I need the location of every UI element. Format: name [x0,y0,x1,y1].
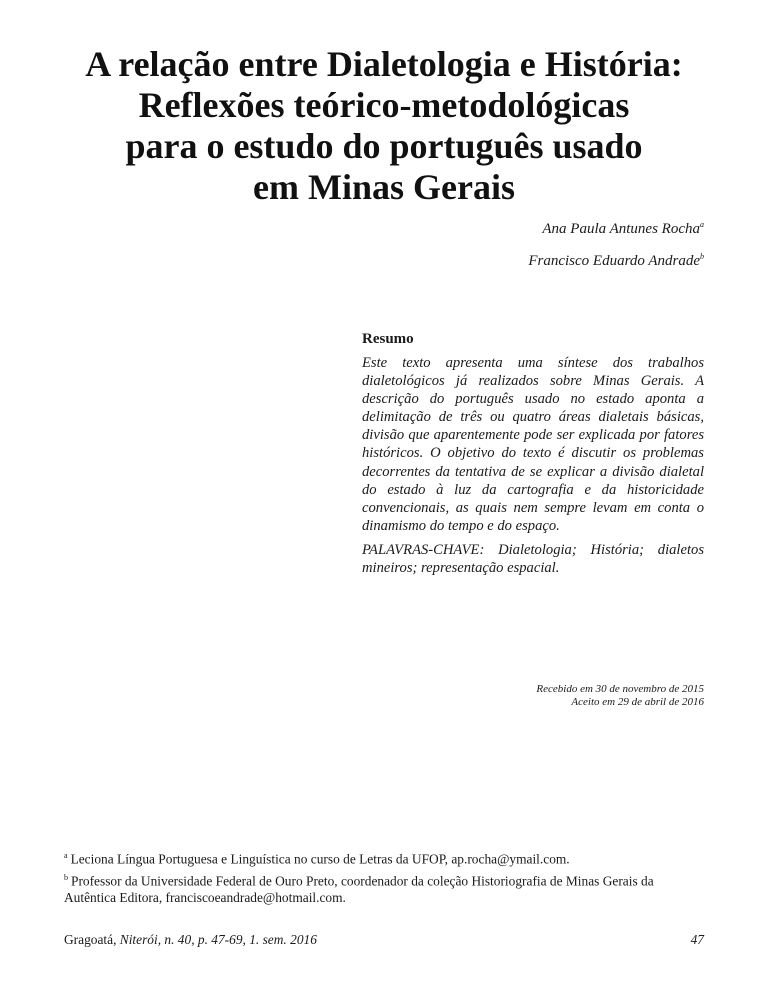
footnote-marker: b [64,872,68,882]
footnotes [64,848,704,908]
author-marker: b [700,252,704,261]
author-marker: a [700,220,704,229]
author [528,243,704,275]
footnote [64,848,704,868]
author-list [528,211,704,275]
title-line: A relação entre Dialetologia e História: [85,44,683,84]
author-name: Francisco Eduardo Andrade [528,253,700,269]
footnote-marker: a [64,851,68,860]
title-line: em Minas Gerais [253,167,515,207]
page-footer [64,932,704,948]
author [528,211,704,243]
title-line: Reflexões teórico-metodológicas [138,85,630,125]
footnote-text: Professor da Universidade Federal de Ouro Preto, coordenador da coleção Historiografia de Minas Gerais da Autêntica Editora, franciscoeandrade@hotmail.com. [64,873,654,905]
journal-name: Gragoatá, [64,932,117,947]
article-title [40,44,728,208]
keywords: PALAVRAS-CHAVE: Dialetologia; História; dialetos mineiros; representação espacial. [362,541,704,577]
page-number: 47 [690,932,704,947]
journal-citation [64,932,317,948]
footnote [64,870,704,906]
abstract [362,331,704,577]
title-line: para o estudo do português usado [125,126,643,166]
accepted-date: Aceito em 29 de abril de 2016 [571,696,704,708]
abstract-heading: Resumo [362,331,414,347]
submission-dates [536,683,704,709]
footnote-text: Leciona Língua Portuguesa e Linguística no curso de Letras da UFOP, ap.rocha@ymail.com. [70,851,570,867]
journal-details: Niterói, n. 40, p. 47-69, 1. sem. 2016 [116,932,317,947]
abstract-text: Este texto apresenta uma síntese dos trabalhos dialetológicos já realizados sobre Minas Gerais. A descrição do português usado no estado aponta a delimitação de três ou quatro áreas dialetais básicas, divisão que aparentemente pode ser explicada por fatores históricos. O objetivo do texto é discutir os problemas decorrentes da tentativa de se explicar a divisão dialetal do estado à luz da cartografia e da historicidade convencionais, as quais nem sempre levam em conta o dinamismo do tempo e do espaço. [362,355,704,534]
author-name: Ana Paula Antunes Rocha [542,221,700,237]
received-date: Recebido em 30 de novembro de 2015 [536,683,704,695]
